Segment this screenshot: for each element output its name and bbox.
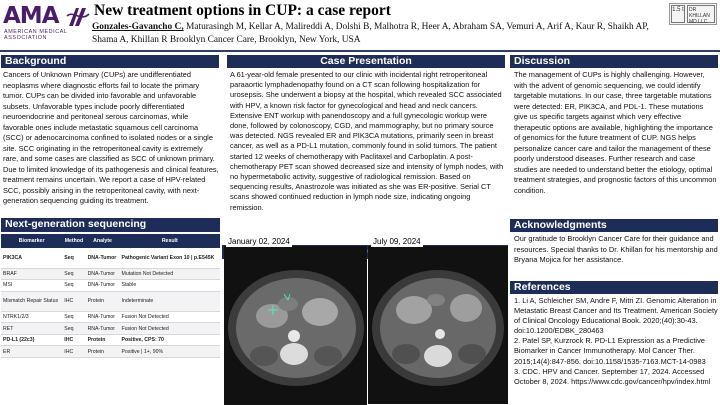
- cell-analyte: DNA-Tumor: [86, 280, 120, 292]
- logo-subtitle: AMERICAN MEDICAL ASSOCIATION: [4, 29, 68, 42]
- table-row: [1, 268, 220, 280]
- cell-result: Fusion Not Detected: [120, 311, 221, 323]
- cell-method: Seq: [62, 311, 85, 323]
- ngs-results-table: [1, 234, 220, 358]
- poster-title: New treatment options in CUP: a case report: [94, 2, 391, 19]
- cell-method: Seq: [62, 323, 85, 335]
- cell-result: Fusion Not Detected: [120, 323, 221, 335]
- header-divider: [0, 50, 720, 52]
- corner-logo: [669, 3, 717, 25]
- cell-method: IHC: [62, 291, 85, 311]
- corner-logo-left: 1.5 t: [671, 5, 685, 23]
- cell-result: Positive | 1+, 90%: [120, 346, 221, 358]
- corner-logo-right: DR KHILLAN MD LLC: [687, 5, 715, 23]
- co-authors-affiliation: Maturasingh M, Kellar A, Malireddi A, Dolshi B, Malhotra R, Heer A, Abraham SA, Vemuri A, Arif A, Kaur R, Shaikh AP, Shama A, Khillan R Brooklyn Cancer Care, Brooklyn, New York, USA: [92, 22, 649, 45]
- cell-biomarker: BRAF: [1, 268, 62, 280]
- cell-analyte: Protein: [86, 334, 120, 346]
- case-presentation-heading: Case Presentation: [227, 55, 505, 68]
- cell-biomarker: PIK3CA: [1, 248, 62, 268]
- discussion-heading: Discussion: [510, 55, 718, 68]
- cell-result: Pathogenic Variant Exon 10 | p.E545K: [120, 248, 221, 268]
- case-presentation-text: A 61-year-old female presented to our clinic with incidental right retroperitoneal paraaortic lymphadenopathy found on a CT scan following hospitalization for urosepsis. She underwent a biopsy at the hospital, which revealed SCC associated with HPV, a known risk factor for gynecological and head and neck cancers. Extensive ENT workup with panendoscopy and a full gynecologic workup were done, followed by colonoscopy, CGD, and mammography, but no primary source was detected. NGS revealed ER and PIK3CA mutations, primarily seen in breast cancer, as well as a PD-L1 mutation, commonly found in solid tumors. The patient started 12 weeks of chemotherapy with Paclitaxel and Carboplatin. A post-chemotherapy PET scan showed decreased size and intensity of lymph nodes, with no hypermetabolic activity, suggestive of radiological remission. Based on sequencing results, Anastrozole was initiated as she was ER-positive. Serial CT scans showed continued reduction in lymph node size, indicating ongoing remission.: [230, 70, 504, 212]
- cell-biomarker: MSI: [1, 280, 62, 292]
- cell-result: Mutation Not Detected: [120, 268, 221, 280]
- background-heading: Background: [1, 55, 219, 68]
- cell-biomarker: ER: [1, 346, 62, 358]
- cell-biomarker: NTRK1/2/3: [1, 311, 62, 323]
- col-method: Method: [62, 234, 85, 248]
- cell-method: Seq: [62, 268, 85, 280]
- references-text: 1. Li A, Schleicher SM, Andre F, Mitri ZI. Genomic Alteration in Metastatic Breast Cancer and Its Treatment. American Society of Clinical Oncology Educational Book. 2020;(40):30-43. doi:10.1200/EDBK_280463 2. Patel SP, Kurzrock R. PD-L1 Expression as a Predictive Biomarker in Cancer Immunotherapy. Mol Cancer Ther. 2015;14(4):847-856. doi:10.1158/1535-7163.MCT-14-0983 3. CDC. HPV and Cancer. September 17, 2024. Accessed October 8, 2024. https://www.cdc.gov/cancer/hpv/index.html: [514, 296, 718, 386]
- cell-analyte: DNA-Tumor: [86, 268, 120, 280]
- acknowledgments-heading: Acknowledgments: [510, 219, 718, 232]
- table-row: [1, 248, 220, 268]
- cell-analyte: RNA-Tumor: [86, 311, 120, 323]
- cell-analyte: Protein: [86, 346, 120, 358]
- col-analyte: Analyte: [86, 234, 120, 248]
- cell-analyte: RNA-Tumor: [86, 323, 120, 335]
- ct-scan-january: [224, 246, 367, 405]
- col-biomarker: Biomarker: [1, 234, 62, 248]
- cell-biomarker: PD-L1 (22c3): [1, 334, 62, 346]
- acknowledgments-text: Our gratitude to Brooklyn Cancer Care for their guidance and resources. Special thanks to Dr. Khillan for his mentorship and Bryana Mojica for her assistance.: [514, 234, 718, 264]
- ct-scan-image: [224, 246, 367, 404]
- cell-method: IHC: [62, 346, 85, 358]
- cell-analyte: DNA-Tumor: [86, 248, 120, 268]
- ama-logo: [3, 3, 91, 43]
- cell-analyte: Protein: [86, 291, 120, 311]
- col-result: Result: [120, 234, 221, 248]
- cell-biomarker: RET: [1, 323, 62, 335]
- logo-wordmark: AMA: [3, 3, 59, 29]
- ct-scan-july: [368, 246, 508, 404]
- cell-method: IHC: [62, 334, 85, 346]
- cell-result: Indeterminate: [120, 291, 221, 311]
- background-text: Cancers of Unknown Primary (CUPs) are undifferentiated neoplasms where diagnostic efforts fail to locate the primary tumor. CUPs can be divided into favorable and unfavorable subsets. Unfavorable types include poorly differentiated neuroendocrine and peritoneal serous carcinomas, while favorable ones include metastatic squamous cell carcinoma (SCC) or adenocarcinoma confined to isolated nodes or a single site. SCC originating in the retroperitoneal cavity is extremely rare, and some cases are classified as SCC of unknown primary. Due to limited knowledge of its pathogenesis and clinical features, treatment remains uncertain. We report a case of HPV-related SCC, possibly arising in the retroperitoneal cavity, with next-generation sequencing guiding its treatment.: [3, 70, 219, 205]
- table-header-row: [1, 234, 220, 248]
- ngs-table-heading: Next-generation sequencing: [1, 218, 220, 232]
- table-row: [1, 323, 220, 335]
- caduceus-icon: [65, 4, 91, 30]
- table-row: [1, 280, 220, 292]
- lead-author: Gonzales-Gavancho C,: [92, 22, 184, 32]
- scan-date-january: January 02, 2024: [228, 237, 290, 246]
- ct-scan-image: [368, 246, 508, 404]
- table-row: [1, 334, 220, 346]
- cell-method: Seq: [62, 248, 85, 268]
- discussion-text: The management of CUPs is highly challenging. However, with the advent of genomic sequencing, we could identify targetable mutations. In our case, three targetable mutations were detected: ER, PIK3CA, and PDL-1. These mutations give us specific targets against which very effective therapeutic options are available, highlighting the importance of genomics for the future treatment of CUP. NGS helps personalize cancer care and tailor the management of these poorly understood diseases. Further research and case studies are needed to understand better the etiology, optimal treatment strategies, and prognostic factors of this uncommon condition.: [514, 70, 717, 195]
- cell-method: Seq: [62, 280, 85, 292]
- cell-result: Positive, CPS: 70: [120, 334, 221, 346]
- author-list: [92, 21, 652, 46]
- cell-result: Stable: [120, 280, 221, 292]
- table-row: [1, 291, 220, 311]
- references-heading: References: [510, 281, 718, 294]
- table-row: [1, 311, 220, 323]
- scan-date-july: July 09, 2024: [373, 237, 421, 246]
- cell-biomarker: Mismatch Repair Status: [1, 291, 62, 311]
- table-row: [1, 346, 220, 358]
